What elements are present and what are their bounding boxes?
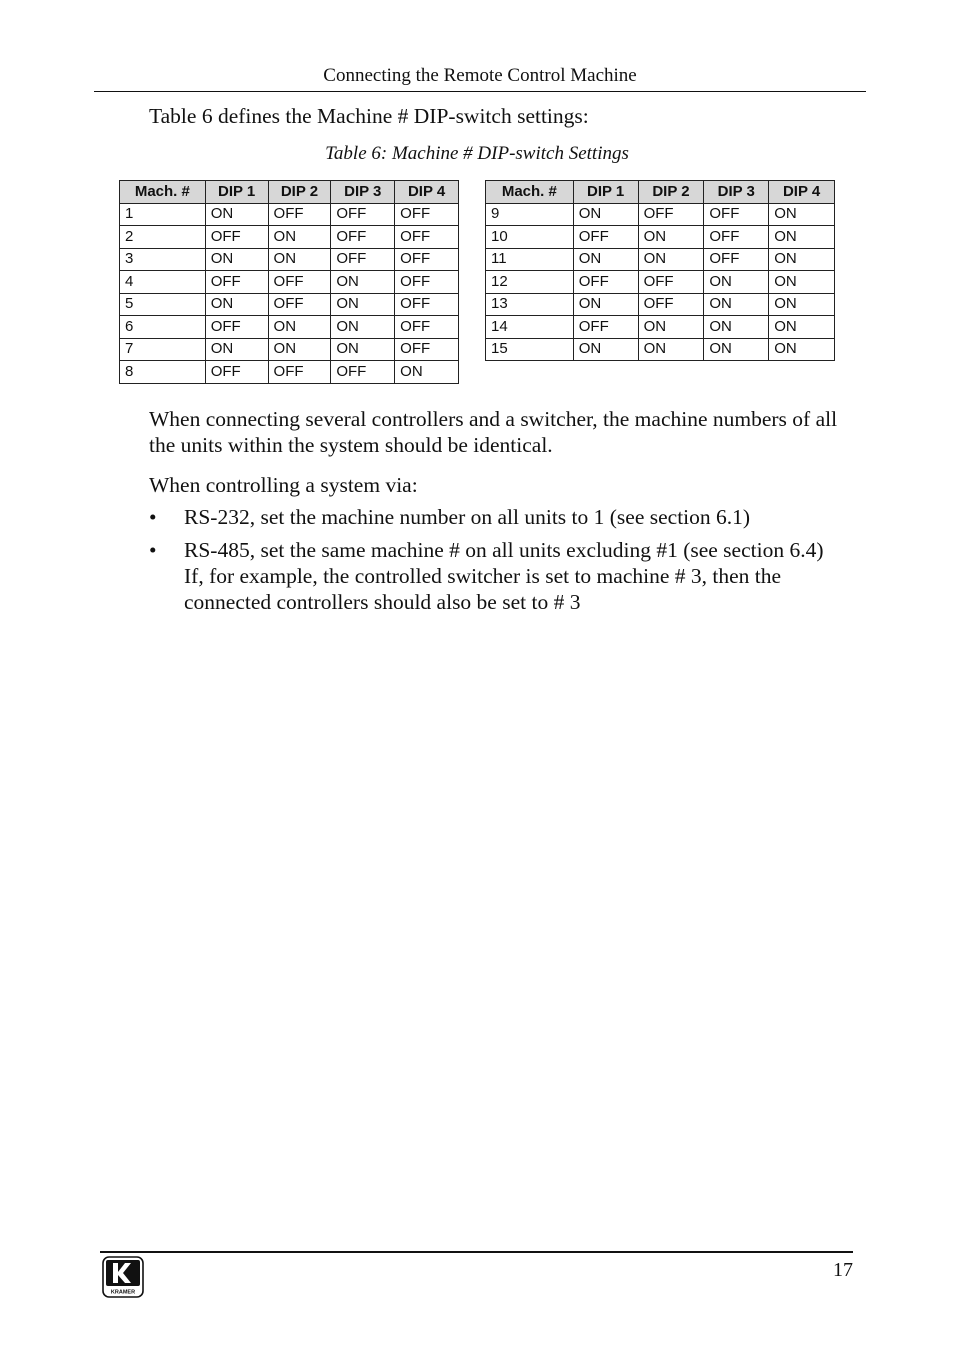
dip-setting-cell: ON xyxy=(769,203,835,226)
table-row xyxy=(120,361,459,384)
table-row xyxy=(120,338,459,361)
logo-text: KRAMER xyxy=(110,1289,136,1296)
dip-setting-cell: ON xyxy=(769,316,835,339)
header-rule xyxy=(94,91,866,92)
dip-setting-cell: OFF xyxy=(205,226,268,249)
bullet-text-block xyxy=(184,537,844,615)
table-header-row xyxy=(120,181,459,204)
dip-setting-cell: OFF xyxy=(395,293,459,316)
dip-setting-cell: ON xyxy=(331,338,395,361)
dip-setting-cell: ON xyxy=(395,361,459,384)
dip-table-machines-1-8 xyxy=(119,180,459,384)
dip-setting-cell: OFF xyxy=(395,226,459,249)
dip-setting-cell: ON xyxy=(268,316,331,339)
table-row xyxy=(486,203,835,226)
dip-setting-cell: ON xyxy=(769,226,835,249)
machine-number-cell: 8 xyxy=(120,361,206,384)
column-header: DIP 2 xyxy=(268,181,331,204)
bullet-symbol: • xyxy=(149,505,157,529)
dip-setting-cell: ON xyxy=(638,338,704,361)
table-row xyxy=(120,203,459,226)
dip-setting-cell: OFF xyxy=(638,203,704,226)
dip-setting-cell: OFF xyxy=(268,271,331,294)
bullet-text: RS-232, set the machine number on all units to 1 (see section 6.1) xyxy=(184,505,751,529)
bullet-symbol: • xyxy=(149,538,157,562)
dip-setting-cell: ON xyxy=(704,338,769,361)
dip-setting-cell: OFF xyxy=(704,248,769,271)
dip-setting-cell: OFF xyxy=(395,338,459,361)
dip-setting-cell: ON xyxy=(573,248,638,271)
page-number: 17 xyxy=(833,1259,853,1281)
column-header: DIP 3 xyxy=(331,181,395,204)
dip-setting-cell: OFF xyxy=(331,203,395,226)
dip-setting-cell: OFF xyxy=(395,271,459,294)
dip-setting-cell: ON xyxy=(638,316,704,339)
column-header: Mach. # xyxy=(486,181,574,204)
dip-setting-cell: OFF xyxy=(205,361,268,384)
dip-setting-cell: OFF xyxy=(331,361,395,384)
paragraph-identical-machine-numbers: When connecting several controllers and a switcher, the machine numbers of all the units within the system should be identical. xyxy=(149,407,838,457)
column-header: Mach. # xyxy=(120,181,206,204)
table-row xyxy=(120,271,459,294)
dip-setting-cell: ON xyxy=(331,271,395,294)
machine-number-cell: 6 xyxy=(120,316,206,339)
dip-setting-cell: OFF xyxy=(704,203,769,226)
column-header: DIP 4 xyxy=(769,181,835,204)
dip-setting-cell: ON xyxy=(205,293,268,316)
dip-setting-cell: OFF xyxy=(704,226,769,249)
table-row xyxy=(486,293,835,316)
column-header: DIP 4 xyxy=(395,181,459,204)
running-header: Connecting the Remote Control Machine xyxy=(323,65,637,86)
machine-number-cell: 13 xyxy=(486,293,574,316)
machine-number-cell: 12 xyxy=(486,271,574,294)
dip-setting-cell: ON xyxy=(205,203,268,226)
bullet-text: RS-485, set the same machine # on all units excluding #1 (see section 6.4) xyxy=(184,538,824,562)
dip-setting-cell: ON xyxy=(638,226,704,249)
table-row xyxy=(486,316,835,339)
machine-number-cell: 11 xyxy=(486,248,574,271)
machine-number-cell: 3 xyxy=(120,248,206,271)
intro-sentence: Table 6 defines the Machine # DIP-switch settings: xyxy=(149,104,589,128)
dip-setting-cell: OFF xyxy=(395,248,459,271)
dip-setting-cell: ON xyxy=(573,338,638,361)
table-row xyxy=(120,293,459,316)
dip-setting-cell: OFF xyxy=(331,226,395,249)
column-header: DIP 1 xyxy=(205,181,268,204)
machine-number-cell: 1 xyxy=(120,203,206,226)
dip-setting-cell: ON xyxy=(573,203,638,226)
machine-number-cell: 2 xyxy=(120,226,206,249)
table-row xyxy=(486,248,835,271)
table-row xyxy=(486,338,835,361)
dip-setting-cell: OFF xyxy=(205,271,268,294)
dip-setting-cell: OFF xyxy=(268,203,331,226)
table-row xyxy=(486,226,835,249)
dip-setting-cell: OFF xyxy=(268,293,331,316)
dip-table-machines-9-15 xyxy=(485,180,835,361)
kramer-logo-icon xyxy=(102,1256,144,1298)
dip-setting-cell: OFF xyxy=(638,271,704,294)
machine-number-cell: 10 xyxy=(486,226,574,249)
machine-number-cell: 9 xyxy=(486,203,574,226)
dip-setting-cell: ON xyxy=(769,271,835,294)
table-row xyxy=(120,316,459,339)
dip-setting-cell: OFF xyxy=(395,316,459,339)
dip-setting-cell: OFF xyxy=(573,226,638,249)
machine-number-cell: 5 xyxy=(120,293,206,316)
machine-number-cell: 4 xyxy=(120,271,206,294)
column-header: DIP 3 xyxy=(704,181,769,204)
dip-setting-cell: ON xyxy=(268,338,331,361)
dip-setting-cell: ON xyxy=(769,338,835,361)
dip-setting-cell: ON xyxy=(268,226,331,249)
dip-setting-cell: ON xyxy=(573,293,638,316)
machine-number-cell: 7 xyxy=(120,338,206,361)
dip-setting-cell: ON xyxy=(331,316,395,339)
dip-setting-cell: ON xyxy=(704,316,769,339)
bullet-example-text: If, for example, the controlled switcher is set to machine # 3, then the connected controllers should also be set to # 3 xyxy=(184,564,782,614)
dip-setting-cell: ON xyxy=(704,271,769,294)
dip-setting-cell: ON xyxy=(769,293,835,316)
dip-setting-cell: ON xyxy=(769,248,835,271)
dip-setting-cell: ON xyxy=(205,338,268,361)
table-row xyxy=(120,226,459,249)
table-row xyxy=(120,248,459,271)
dip-setting-cell: OFF xyxy=(573,316,638,339)
column-header: DIP 1 xyxy=(573,181,638,204)
machine-number-cell: 14 xyxy=(486,316,574,339)
machine-number-cell: 15 xyxy=(486,338,574,361)
column-header: DIP 2 xyxy=(638,181,704,204)
dip-setting-cell: OFF xyxy=(205,316,268,339)
dip-setting-cell: OFF xyxy=(268,361,331,384)
dip-setting-cell: OFF xyxy=(573,271,638,294)
table-caption: Table 6: Machine # DIP-switch Settings xyxy=(325,143,629,164)
dip-setting-cell: ON xyxy=(331,293,395,316)
dip-setting-cell: OFF xyxy=(331,248,395,271)
dip-setting-cell: ON xyxy=(638,248,704,271)
table-header-row xyxy=(486,181,835,204)
footer-rule xyxy=(100,1251,853,1253)
dip-setting-cell: ON xyxy=(268,248,331,271)
dip-setting-cell: OFF xyxy=(395,203,459,226)
dip-setting-cell: OFF xyxy=(638,293,704,316)
table-row xyxy=(486,271,835,294)
dip-setting-cell: ON xyxy=(704,293,769,316)
dip-setting-cell: ON xyxy=(205,248,268,271)
paragraph-controlling-system: When controlling a system via: xyxy=(149,473,418,497)
